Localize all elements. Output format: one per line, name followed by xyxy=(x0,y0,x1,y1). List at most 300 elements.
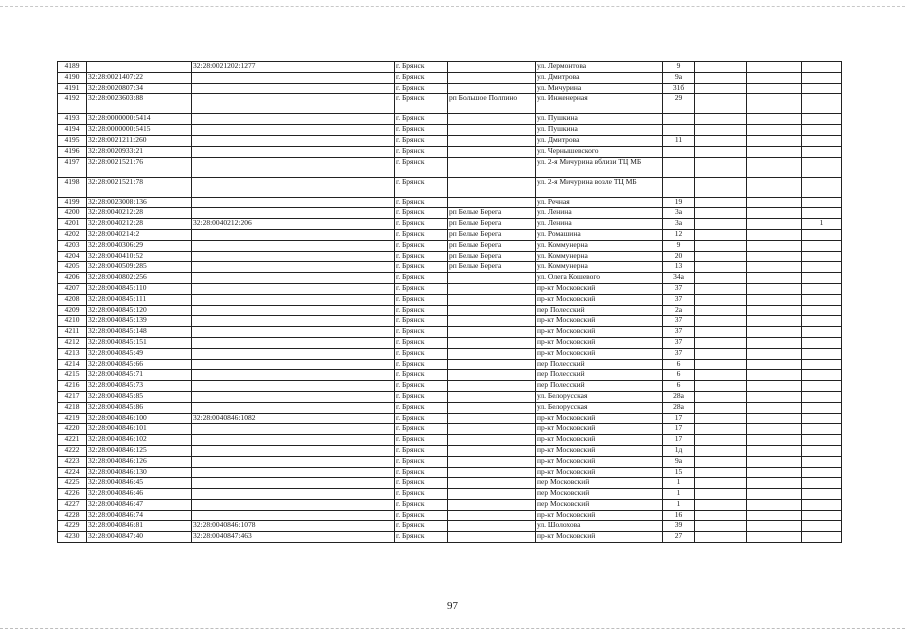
record-number-cell: 4226 xyxy=(58,489,87,500)
record-number-cell: 4194 xyxy=(58,125,87,136)
table-row xyxy=(58,521,842,532)
cadastral-number-cell: 32:28:0040845:49 xyxy=(87,348,192,359)
extra-cell xyxy=(802,435,842,446)
street-cell: ул. Коммунерна xyxy=(536,262,663,273)
blank-cell xyxy=(695,424,747,435)
street-cell: ул. Белорусская xyxy=(536,402,663,413)
cadastral-number-cell: 32:28:0040845:85 xyxy=(87,391,192,402)
extra-cell xyxy=(802,114,842,125)
table-row xyxy=(58,135,842,146)
street-cell: пр-кт Московский xyxy=(536,294,663,305)
blank-cell xyxy=(747,467,802,478)
blank-cell xyxy=(747,177,802,197)
blank-cell xyxy=(695,445,747,456)
record-number-cell: 4218 xyxy=(58,402,87,413)
record-number-cell: 4214 xyxy=(58,359,87,370)
building-cadastral-cell xyxy=(192,229,395,240)
blank-cell xyxy=(695,229,747,240)
city-cell: г. Брянск xyxy=(395,337,448,348)
settlement-cell xyxy=(448,83,536,94)
house-number-cell: 37 xyxy=(663,348,695,359)
record-number-cell: 4221 xyxy=(58,435,87,446)
cadastral-number-cell: 32:28:0040846:102 xyxy=(87,435,192,446)
scan-edge-top xyxy=(0,0,905,7)
house-number-cell: 15 xyxy=(663,467,695,478)
blank-cell xyxy=(747,146,802,157)
city-cell: г. Брянск xyxy=(395,273,448,284)
extra-cell xyxy=(802,478,842,489)
extra-cell xyxy=(802,62,842,73)
city-cell: г. Брянск xyxy=(395,240,448,251)
blank-cell xyxy=(695,359,747,370)
house-number-cell: 9а xyxy=(663,456,695,467)
city-cell: г. Брянск xyxy=(395,359,448,370)
record-number-cell: 4211 xyxy=(58,327,87,338)
city-cell: г. Брянск xyxy=(395,478,448,489)
street-cell: ул. 2-я Мичурина возле ТЦ МБ xyxy=(536,177,663,197)
cadastral-number-cell: 32:28:0040846:126 xyxy=(87,456,192,467)
blank-cell xyxy=(747,62,802,73)
house-number-cell: 34а xyxy=(663,273,695,284)
extra-cell xyxy=(802,424,842,435)
blank-cell xyxy=(747,294,802,305)
table-row xyxy=(58,219,842,230)
table-row xyxy=(58,62,842,73)
table-row xyxy=(58,283,842,294)
building-cadastral-cell xyxy=(192,337,395,348)
street-cell: пер Полесский xyxy=(536,305,663,316)
street-cell: ул. Олега Кошевого xyxy=(536,273,663,284)
settlement-cell xyxy=(448,197,536,208)
extra-cell xyxy=(802,532,842,543)
building-cadastral-cell xyxy=(192,424,395,435)
house-number-cell: 37 xyxy=(663,316,695,327)
settlement-cell xyxy=(448,435,536,446)
cadastral-number-cell: 32:28:0021211:260 xyxy=(87,135,192,146)
extra-cell xyxy=(802,135,842,146)
blank-cell xyxy=(695,83,747,94)
record-number-cell: 4228 xyxy=(58,510,87,521)
extra-cell xyxy=(802,316,842,327)
city-cell: г. Брянск xyxy=(395,94,448,114)
blank-cell xyxy=(747,499,802,510)
street-cell: пр-кт Московский xyxy=(536,456,663,467)
building-cadastral-cell xyxy=(192,391,395,402)
table-row xyxy=(58,489,842,500)
extra-cell xyxy=(802,125,842,136)
cadastral-number-cell: 32:28:0000000:5414 xyxy=(87,114,192,125)
street-cell: ул. Инженерная xyxy=(536,94,663,114)
table-row xyxy=(58,273,842,284)
record-number-cell: 4208 xyxy=(58,294,87,305)
city-cell: г. Брянск xyxy=(395,391,448,402)
city-cell: г. Брянск xyxy=(395,146,448,157)
building-cadastral-cell: 32:28:0040212:206 xyxy=(192,219,395,230)
cadastral-number-cell: 32:28:0040845:120 xyxy=(87,305,192,316)
house-number-cell: 9 xyxy=(663,240,695,251)
settlement-cell xyxy=(448,294,536,305)
table-row xyxy=(58,478,842,489)
house-number-cell: 28а xyxy=(663,402,695,413)
building-cadastral-cell: 32:28:0040846:1082 xyxy=(192,413,395,424)
blank-cell xyxy=(747,445,802,456)
city-cell: г. Брянск xyxy=(395,381,448,392)
building-cadastral-cell xyxy=(192,125,395,136)
house-number-cell xyxy=(663,177,695,197)
blank-cell xyxy=(695,125,747,136)
blank-cell xyxy=(747,424,802,435)
street-cell: ул. Дмитрова xyxy=(536,72,663,83)
table-row xyxy=(58,240,842,251)
extra-cell xyxy=(802,391,842,402)
house-number-cell xyxy=(663,125,695,136)
extra-cell xyxy=(802,72,842,83)
settlement-cell xyxy=(448,510,536,521)
building-cadastral-cell xyxy=(192,262,395,273)
extra-cell xyxy=(802,348,842,359)
city-cell: г. Брянск xyxy=(395,499,448,510)
cadastral-number-cell xyxy=(87,62,192,73)
blank-cell xyxy=(747,94,802,114)
record-number-cell: 4224 xyxy=(58,467,87,478)
record-number-cell: 4199 xyxy=(58,197,87,208)
building-cadastral-cell xyxy=(192,208,395,219)
settlement-cell: рп Белые Берега xyxy=(448,240,536,251)
blank-cell xyxy=(695,499,747,510)
record-number-cell: 4193 xyxy=(58,114,87,125)
settlement-cell xyxy=(448,348,536,359)
blank-cell xyxy=(695,62,747,73)
cadastral-number-cell: 32:28:0040410:52 xyxy=(87,251,192,262)
blank-cell xyxy=(695,219,747,230)
house-number-cell: 20 xyxy=(663,251,695,262)
city-cell: г. Брянск xyxy=(395,467,448,478)
house-number-cell: 12 xyxy=(663,229,695,240)
extra-cell xyxy=(802,445,842,456)
cadastral-number-cell: 32:28:0040845:111 xyxy=(87,294,192,305)
cadastral-number-cell: 32:28:0040845:110 xyxy=(87,283,192,294)
table-row xyxy=(58,146,842,157)
house-number-cell: 19 xyxy=(663,197,695,208)
house-number-cell: 29 xyxy=(663,94,695,114)
blank-cell xyxy=(747,359,802,370)
settlement-cell xyxy=(448,391,536,402)
table-row xyxy=(58,370,842,381)
extra-cell xyxy=(802,402,842,413)
building-cadastral-cell xyxy=(192,478,395,489)
table-row xyxy=(58,435,842,446)
street-cell: ул. Шолохова xyxy=(536,521,663,532)
cadastral-number-cell: 32:28:0040846:101 xyxy=(87,424,192,435)
street-cell: пр-кт Московский xyxy=(536,337,663,348)
blank-cell xyxy=(695,294,747,305)
table-row xyxy=(58,413,842,424)
settlement-cell: рп Белые Берега xyxy=(448,219,536,230)
record-number-cell: 4225 xyxy=(58,478,87,489)
settlement-cell xyxy=(448,327,536,338)
table-row xyxy=(58,262,842,273)
building-cadastral-cell: 32:28:0021202:1277 xyxy=(192,62,395,73)
settlement-cell xyxy=(448,283,536,294)
settlement-cell xyxy=(448,305,536,316)
street-cell: пер Московский xyxy=(536,499,663,510)
extra-cell xyxy=(802,413,842,424)
record-number-cell: 4215 xyxy=(58,370,87,381)
blank-cell xyxy=(695,413,747,424)
settlement-cell: рп Большое Полпино xyxy=(448,94,536,114)
house-number-cell: 37 xyxy=(663,283,695,294)
extra-cell xyxy=(802,381,842,392)
extra-cell xyxy=(802,283,842,294)
house-number-cell: 6 xyxy=(663,381,695,392)
city-cell: г. Брянск xyxy=(395,135,448,146)
city-cell: г. Брянск xyxy=(395,197,448,208)
blank-cell xyxy=(747,391,802,402)
building-cadastral-cell xyxy=(192,445,395,456)
record-number-cell: 4210 xyxy=(58,316,87,327)
blank-cell xyxy=(695,456,747,467)
cadastral-number-cell: 32:28:0040802:256 xyxy=(87,273,192,284)
street-cell: ул. Чернышевского xyxy=(536,146,663,157)
building-cadastral-cell xyxy=(192,456,395,467)
city-cell: г. Брянск xyxy=(395,424,448,435)
blank-cell xyxy=(695,391,747,402)
cadastral-number-cell: 32:28:0040212:28 xyxy=(87,208,192,219)
blank-cell xyxy=(747,478,802,489)
building-cadastral-cell xyxy=(192,114,395,125)
city-cell: г. Брянск xyxy=(395,114,448,125)
blank-cell xyxy=(747,157,802,177)
cadastral-number-cell: 32:28:0040846:46 xyxy=(87,489,192,500)
city-cell: г. Брянск xyxy=(395,219,448,230)
street-cell: пр-кт Московский xyxy=(536,467,663,478)
settlement-cell xyxy=(448,114,536,125)
city-cell: г. Брянск xyxy=(395,435,448,446)
house-number-cell: 31б xyxy=(663,83,695,94)
house-number-cell: 1 xyxy=(663,478,695,489)
settlement-cell xyxy=(448,72,536,83)
table-row xyxy=(58,532,842,543)
street-cell: пр-кт Московский xyxy=(536,316,663,327)
street-cell: ул. Ромашина xyxy=(536,229,663,240)
table-row xyxy=(58,229,842,240)
record-number-cell: 4219 xyxy=(58,413,87,424)
blank-cell xyxy=(695,262,747,273)
table-row xyxy=(58,424,842,435)
blank-cell xyxy=(695,381,747,392)
blank-cell xyxy=(747,125,802,136)
blank-cell xyxy=(695,348,747,359)
city-cell: г. Брянск xyxy=(395,262,448,273)
blank-cell xyxy=(747,521,802,532)
table-row xyxy=(58,125,842,136)
house-number-cell: 17 xyxy=(663,424,695,435)
street-cell: пер Полесский xyxy=(536,381,663,392)
house-number-cell: 9а xyxy=(663,72,695,83)
cadastral-number-cell: 32:28:0040847:40 xyxy=(87,532,192,543)
settlement-cell xyxy=(448,478,536,489)
settlement-cell: рп Белые Берега xyxy=(448,208,536,219)
cadastral-number-cell: 32:28:0023603:88 xyxy=(87,94,192,114)
blank-cell xyxy=(747,135,802,146)
building-cadastral-cell: 32:28:0040846:1078 xyxy=(192,521,395,532)
city-cell: г. Брянск xyxy=(395,348,448,359)
city-cell: г. Брянск xyxy=(395,208,448,219)
settlement-cell xyxy=(448,381,536,392)
house-number-cell: 9 xyxy=(663,62,695,73)
street-cell: пр-кт Московский xyxy=(536,424,663,435)
street-cell: ул. Коммунерна xyxy=(536,240,663,251)
building-cadastral-cell xyxy=(192,467,395,478)
blank-cell xyxy=(747,327,802,338)
settlement-cell xyxy=(448,456,536,467)
street-cell: ул. Пушкина xyxy=(536,125,663,136)
extra-cell xyxy=(802,467,842,478)
building-cadastral-cell xyxy=(192,402,395,413)
settlement-cell xyxy=(448,489,536,500)
building-cadastral-cell xyxy=(192,157,395,177)
extra-cell xyxy=(802,83,842,94)
blank-cell xyxy=(747,316,802,327)
city-cell: г. Брянск xyxy=(395,456,448,467)
table-row xyxy=(58,445,842,456)
city-cell: г. Брянск xyxy=(395,521,448,532)
house-number-cell: 1 xyxy=(663,489,695,500)
table-row xyxy=(58,294,842,305)
cadastral-number-cell: 32:28:0021407:22 xyxy=(87,72,192,83)
street-cell: ул. Речная xyxy=(536,197,663,208)
building-cadastral-cell xyxy=(192,348,395,359)
building-cadastral-cell xyxy=(192,240,395,251)
record-number-cell: 4209 xyxy=(58,305,87,316)
cadastral-number-cell: 32:28:0040846:45 xyxy=(87,478,192,489)
blank-cell xyxy=(747,413,802,424)
blank-cell xyxy=(747,240,802,251)
blank-cell xyxy=(695,327,747,338)
city-cell: г. Брянск xyxy=(395,83,448,94)
extra-cell xyxy=(802,208,842,219)
blank-cell xyxy=(747,229,802,240)
street-cell: пр-кт Московский xyxy=(536,283,663,294)
settlement-cell xyxy=(448,157,536,177)
settlement-cell xyxy=(448,316,536,327)
blank-cell xyxy=(747,72,802,83)
city-cell: г. Брянск xyxy=(395,251,448,262)
city-cell: г. Брянск xyxy=(395,413,448,424)
cadastral-number-cell: 32:28:0040306:29 xyxy=(87,240,192,251)
record-number-cell: 4204 xyxy=(58,251,87,262)
table-row xyxy=(58,157,842,177)
city-cell: г. Брянск xyxy=(395,445,448,456)
blank-cell xyxy=(695,177,747,197)
street-cell: пр-кт Московский xyxy=(536,510,663,521)
record-number-cell: 4192 xyxy=(58,94,87,114)
cadastral-number-cell: 32:28:0040846:130 xyxy=(87,467,192,478)
extra-cell xyxy=(802,262,842,273)
table-row xyxy=(58,83,842,94)
building-cadastral-cell xyxy=(192,177,395,197)
settlement-cell xyxy=(448,359,536,370)
blank-cell xyxy=(695,370,747,381)
blank-cell xyxy=(747,370,802,381)
street-cell: пер Полесский xyxy=(536,359,663,370)
blank-cell xyxy=(695,489,747,500)
cadastral-number-cell: 32:28:0040214:2 xyxy=(87,229,192,240)
blank-cell xyxy=(747,489,802,500)
house-number-cell: 37 xyxy=(663,327,695,338)
house-number-cell: 39 xyxy=(663,521,695,532)
table-row xyxy=(58,359,842,370)
city-cell: г. Брянск xyxy=(395,62,448,73)
street-cell: ул. Лермонтова xyxy=(536,62,663,73)
record-number-cell: 4201 xyxy=(58,219,87,230)
blank-cell xyxy=(695,478,747,489)
extra-cell xyxy=(802,521,842,532)
blank-cell xyxy=(747,219,802,230)
street-cell: ул. Белорусская xyxy=(536,391,663,402)
house-number-cell: 37 xyxy=(663,294,695,305)
extra-cell xyxy=(802,157,842,177)
table-row xyxy=(58,177,842,197)
settlement-cell: рп Белые Берега xyxy=(448,251,536,262)
blank-cell xyxy=(747,208,802,219)
settlement-cell xyxy=(448,62,536,73)
record-number-cell: 4213 xyxy=(58,348,87,359)
table-row xyxy=(58,197,842,208)
building-cadastral-cell xyxy=(192,197,395,208)
record-number-cell: 4190 xyxy=(58,72,87,83)
building-cadastral-cell xyxy=(192,251,395,262)
table-row xyxy=(58,510,842,521)
cadastral-number-cell: 32:28:0040845:148 xyxy=(87,327,192,338)
building-cadastral-cell xyxy=(192,359,395,370)
cadastral-number-cell: 32:28:0040846:125 xyxy=(87,445,192,456)
blank-cell xyxy=(747,305,802,316)
blank-cell xyxy=(747,283,802,294)
blank-cell xyxy=(747,83,802,94)
cadastral-number-cell: 32:28:0040845:66 xyxy=(87,359,192,370)
record-number-cell: 4222 xyxy=(58,445,87,456)
cadastral-number-cell: 32:28:0020933:21 xyxy=(87,146,192,157)
record-number-cell: 4230 xyxy=(58,532,87,543)
cadastral-number-cell: 32:28:0023008:136 xyxy=(87,197,192,208)
blank-cell xyxy=(695,135,747,146)
house-number-cell: 11 xyxy=(663,135,695,146)
record-number-cell: 4200 xyxy=(58,208,87,219)
extra-cell xyxy=(802,146,842,157)
house-number-cell: 3а xyxy=(663,208,695,219)
settlement-cell xyxy=(448,521,536,532)
table-row xyxy=(58,456,842,467)
blank-cell xyxy=(695,316,747,327)
building-cadastral-cell xyxy=(192,135,395,146)
city-cell: г. Брянск xyxy=(395,327,448,338)
city-cell: г. Брянск xyxy=(395,370,448,381)
street-cell: ул. Ленина xyxy=(536,219,663,230)
settlement-cell xyxy=(448,445,536,456)
building-cadastral-cell xyxy=(192,294,395,305)
table-row xyxy=(58,94,842,114)
building-cadastral-cell: 32:28:0040847:463 xyxy=(192,532,395,543)
blank-cell xyxy=(747,197,802,208)
building-cadastral-cell xyxy=(192,510,395,521)
city-cell: г. Брянск xyxy=(395,489,448,500)
city-cell: г. Брянск xyxy=(395,316,448,327)
blank-cell xyxy=(695,251,747,262)
street-cell: пр-кт Московский xyxy=(536,413,663,424)
extra-cell xyxy=(802,94,842,114)
blank-cell xyxy=(747,273,802,284)
